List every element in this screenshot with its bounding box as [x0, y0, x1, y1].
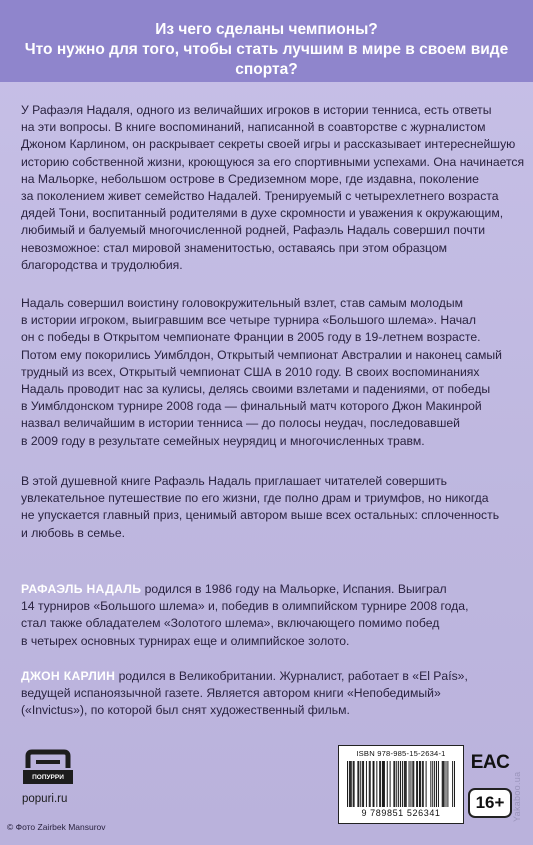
barcode-bar: [447, 761, 448, 807]
paragraph-line: В этой душевной книге Рафаэль Надаль приглашает читателей совершить: [21, 474, 448, 488]
barcode-bar: [350, 761, 351, 807]
barcode-bar: [379, 761, 380, 807]
barcode-bar: [387, 761, 388, 807]
publisher-site: popuri.ru: [22, 793, 68, 805]
eac-certification-mark: EAC: [470, 752, 510, 773]
barcode-bar: [382, 761, 383, 807]
paragraph-line: в истории игроком, выигравшим все четыре турнира «Большого шлема». Начал: [21, 313, 476, 328]
barcode-bar: [413, 761, 414, 807]
paragraph-line: Надаль совершил воистину головокружительный взлет, став самым молодым: [21, 296, 464, 310]
author-bio-carlin: [21, 668, 521, 720]
barcode-bar: [369, 761, 370, 807]
barcode-bar: [434, 761, 435, 807]
barcode-bar: [351, 761, 352, 807]
paragraph-line: дядей Тони, воспитанный родителями в духе скромности и уважения к окружающим,: [21, 206, 504, 221]
author-bio-line: 14 турниров «Большого шлема» и, победив в олимпийском турнире 2008 года,: [21, 599, 469, 614]
paragraph-2: [21, 295, 521, 450]
barcode-bar: [366, 761, 367, 807]
paragraph-line: невозможное: стал мировой знаменитостью, оставаясь при этом образцом: [21, 240, 448, 255]
barcode-bar: [400, 761, 401, 807]
barcode-bar: [394, 761, 395, 807]
barcode-bar: [420, 761, 421, 807]
barcode-bar: [360, 761, 361, 807]
paragraph-line: любимый и балуемый многочисленной родней, Рафаэль Надаль совершил почти: [21, 223, 486, 238]
headline: [0, 20, 533, 80]
barcode-bar: [384, 761, 385, 807]
barcode-bar: [376, 761, 377, 807]
barcode-bar: [443, 761, 444, 807]
headline-line-2: Что нужно для того, чтобы стать лучшим в мире в своем виде спорта?: [24, 41, 509, 78]
age-rating-badge: 16+: [468, 788, 512, 818]
barcode-bar: [410, 761, 411, 807]
barcode-bar: [404, 761, 405, 807]
paragraph-line: на Мальорке, небольшом острове в Средиземном море, где издавна, поколение: [21, 171, 479, 186]
barcode-bar: [423, 761, 424, 807]
barcode-bar: [417, 761, 418, 807]
author-name-nadal: РАФАЭЛЬ НАДАЛЬ: [21, 582, 142, 596]
author-bio-line: [21, 581, 521, 598]
author-bio-line: стал также обладателем «Золотого шлема», включающего помимо побед: [21, 616, 440, 631]
barcode-bar: [426, 761, 427, 807]
barcode-bar: [419, 761, 420, 807]
barcode-bar: [393, 761, 394, 807]
barcode-bar: [454, 761, 455, 807]
isbn-label: ISBN 978-985-15-2634-1: [356, 749, 446, 758]
barcode-bar: [380, 761, 381, 807]
barcode-bar: [442, 761, 443, 807]
paragraph-line: не упускается главный приз, ценимый автором выше всех остальных: сплоченность: [21, 508, 500, 523]
barcode-bar: [405, 761, 406, 807]
paragraph-line: за поколением живет семейство Надалей. Тренируемый с четырехлетнего возраста: [21, 189, 499, 204]
paragraph-line: он с победы в Открытом чемпионате Франции в 2005 году в 19-летнем возрасте.: [21, 330, 481, 345]
barcode-bar: [398, 761, 399, 807]
barcode-bar: [406, 761, 407, 807]
barcode-bar: [363, 761, 364, 807]
barcode-bar: [430, 761, 431, 807]
barcode-bar: [416, 761, 417, 807]
barcode-bar: [438, 761, 439, 807]
paragraph-line: в Уимблдонском турнире 2008 года — финальный матч которого Джон Макинрой: [21, 399, 482, 414]
paragraph-line: Надаль проводит нас за кулисы, делясь своими взлетами и падениями, от победы: [21, 382, 491, 397]
barcode-bar: [402, 761, 403, 807]
author-bio-line: ведущей испаноязычной газете. Является автором книги «Непобедимый»: [21, 686, 441, 701]
barcode-bar: [452, 761, 453, 807]
author-bio-nadal: [21, 581, 521, 650]
barcode-bar: [409, 761, 410, 807]
author-bio-text: родился в 1986 году на Мальорке, Испания. Выиграл: [141, 582, 447, 596]
paragraph-line: Потом ему покорились Уимблдон, Открытый чемпионат Австралии и наконец самый: [21, 347, 502, 362]
barcode: [347, 761, 455, 807]
paragraph-line: увлекательное путешествие по его жизни, где полно драм и триумфов, но никогда: [21, 491, 489, 506]
photo-credit: © Фото Zairbek Mansurov: [7, 822, 106, 832]
author-bio-line: («Invictus»), по которой был снят художественный фильм.: [21, 703, 350, 718]
paragraph-line: трудный из всех, Открытый чемпионат США в 2010 году. В своих воспоминаниях: [21, 364, 480, 379]
barcode-bar: [373, 761, 374, 807]
author-bio-text: родился в Великобритании. Журналист, работает в «El País»,: [115, 669, 468, 683]
paragraph-line: Джоном Карлином, он раскрывает секреты своей игры и рассказывает интереснейшую: [21, 137, 516, 152]
barcode-bar: [436, 761, 437, 807]
barcode-bar: [383, 761, 384, 807]
barcode-digits: 9 789851 526341: [361, 808, 441, 818]
headline-line-1: Из чего сделаны чемпионы?: [155, 21, 378, 38]
author-bio-line: в четырех основных турнирах еще и олимпийское золото.: [21, 633, 350, 648]
barcode-bar: [396, 761, 397, 807]
barcode-bar: [354, 761, 355, 807]
paragraph-line: назвал величайшим в истории тенниса — до полосы неудач, последовавшей: [21, 416, 460, 431]
barcode-bar: [347, 761, 348, 807]
paragraph-line: историю собственной жизни, кроющуюся за его спортивными успехами. Она начинается: [21, 154, 525, 169]
author-bio-line: [21, 668, 521, 685]
barcode-bar: [358, 761, 359, 807]
barcode-bar: [374, 761, 375, 807]
paragraph-1: [21, 102, 525, 274]
paragraph-line: в 2009 году в результате семейных неурядиц и многочисленных травм.: [21, 433, 425, 448]
barcode-bar: [432, 761, 433, 807]
barcode-bar: [412, 761, 413, 807]
barcode-bar: [357, 761, 358, 807]
barcode-bar: [349, 761, 350, 807]
barcode-bar: [362, 761, 363, 807]
author-name-carlin: ДЖОН КАРЛИН: [21, 669, 116, 683]
isbn-barcode-box: [338, 745, 464, 824]
barcode-bar: [370, 761, 371, 807]
barcode-bar: [390, 761, 391, 807]
barcode-bar: [422, 761, 423, 807]
paragraph-line: У Рафаэля Надаля, одного из величайших игроков в истории тенниса, есть ответы: [21, 103, 492, 117]
watermark: Yakaboo.ua: [512, 771, 522, 822]
barcode-bar: [353, 761, 354, 807]
barcode-bar: [446, 761, 447, 807]
paragraph-line: благородства и трудолюбия.: [21, 257, 183, 272]
barcode-bar: [444, 761, 445, 807]
paragraph-line: и любовь в семье.: [21, 525, 126, 540]
paragraph-line: на эти вопросы. В книге воспоминаний, написанной в соавторстве с журналистом: [21, 120, 486, 135]
publisher-logo-text: ПОПУРРИ: [32, 774, 64, 781]
paragraph-3: [21, 473, 521, 542]
